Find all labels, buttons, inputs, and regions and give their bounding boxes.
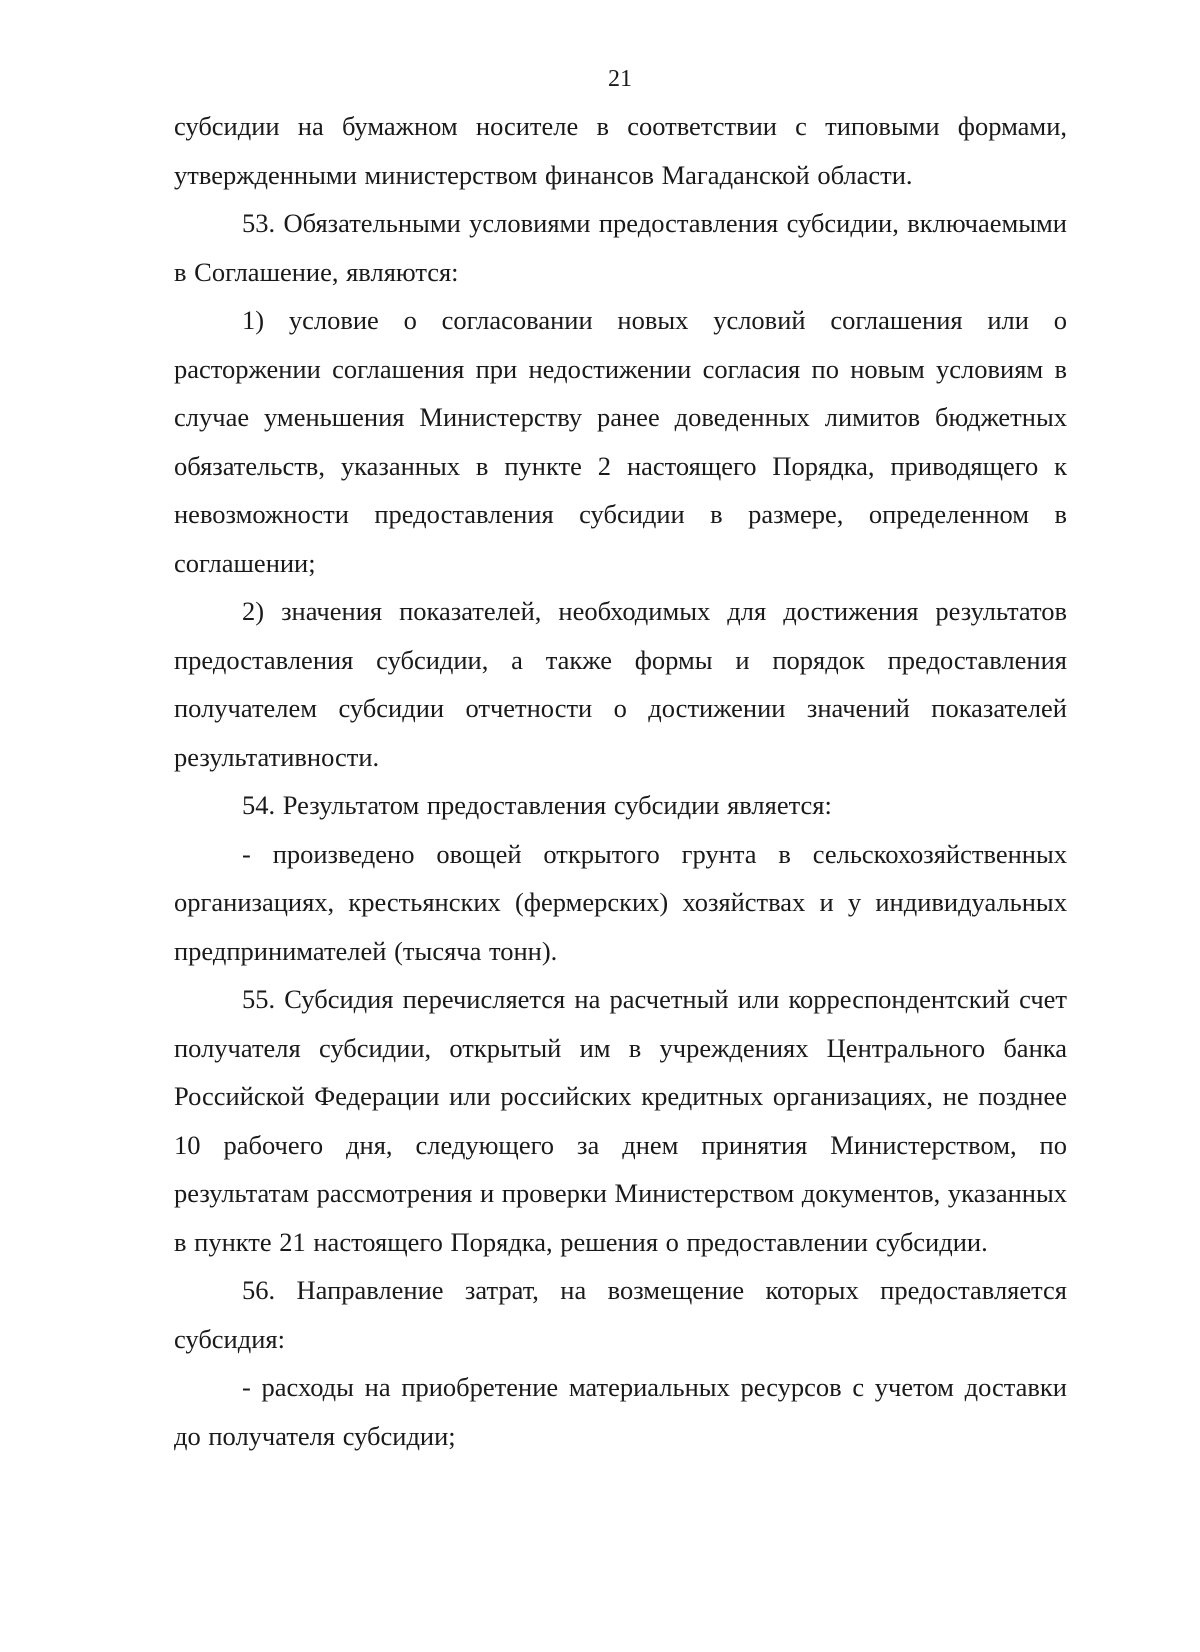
paragraph-54-item: - произведено овощей открытого грунта в сельскохозяйственных организациях, крестьянских (фермерских) хозяйствах и у индивидуальных предпринимателей (тысяча тонн). xyxy=(174,838,1067,966)
paragraph-continuation: субсидии на бумажном носителе в соответствии с типовыми формами, утвержденными министерством финансов Магаданской области. xyxy=(174,111,1067,190)
paragraph-54: 54. Результатом предоставления субсидии является: xyxy=(242,790,832,820)
paragraph-55: 55. Субсидия перечисляется на расчетный или корреспондентский счет получателя субсидии, открытый им в учреждениях Центрального банка Российской Федерации или российских кредитных организациях, не позднее 10 рабочего дня, следующего за днем принятия Министерством, по результатам рассмотрения и проверки Министерством документов, указанных в пункте 21 настоящего Порядка, решения о предоставлении субсидии. xyxy=(174,984,1068,1257)
document-body xyxy=(174,102,1067,1460)
paragraph-56-item: - расходы на приобретение материальных ресурсов с учетом доставки до получателя субсидии; xyxy=(174,1372,1067,1451)
paragraph-53: 53. Обязательными условиями предоставления субсидии, включаемыми в Соглашение, являются: xyxy=(174,208,1067,287)
paragraph-56: 56. Направление затрат, на возмещение которых предоставляется субсидия: xyxy=(174,1275,1067,1354)
paragraph-53-item-1: 1) условие о согласовании новых условий соглашения или о расторжении соглашения при недостижении согласия по новым условиям в случае уменьшения Министерству ранее доведенных лимитов бюджетных обязательств, указанных в пункте 2 настоящего Порядка, приводящего к невозможности предоставления субсидии в размере, определенном в соглашении; xyxy=(174,305,1067,578)
page-number: 21 xyxy=(608,66,632,92)
paragraph-53-item-2: 2) значения показателей, необходимых для достижения результатов предоставления субсидии, а также формы и порядок предоставления получателем субсидии отчетности о достижении значений показателей результативности. xyxy=(174,596,1067,772)
